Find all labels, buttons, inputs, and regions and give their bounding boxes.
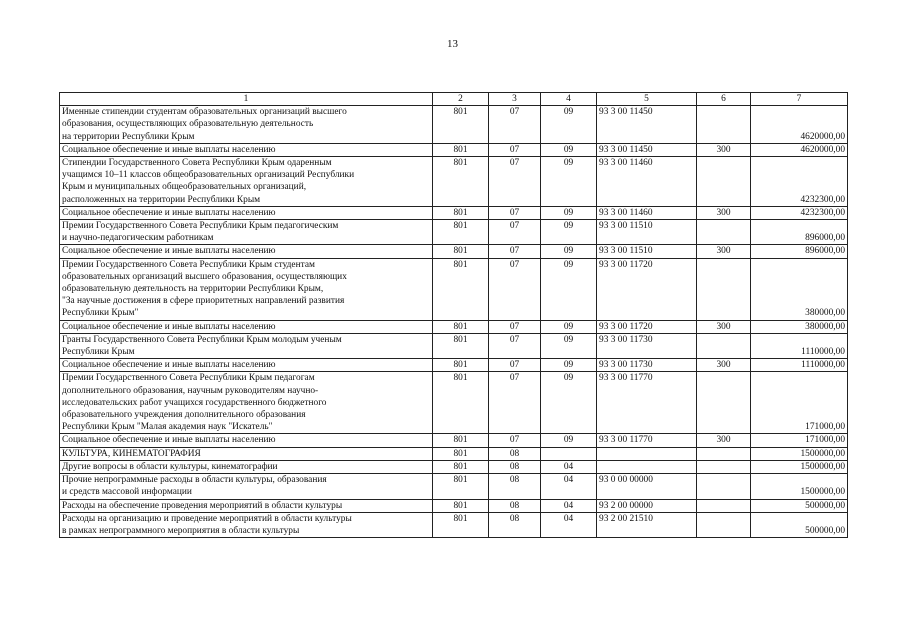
target-article-cell: 93 3 00 11460 <box>597 206 697 219</box>
row-name-line: учащимся 10–11 классов общеобразовательных организаций Республики <box>62 170 355 181</box>
row-name-line: Республики Крым "Малая академия наук "Искатель" <box>62 422 273 433</box>
department-code-cell: 801 <box>433 474 489 499</box>
expense-type-cell <box>697 512 751 537</box>
row-name-cell <box>60 372 433 434</box>
department-code-cell: 801 <box>433 499 489 512</box>
row-name-line: в рамках непрограммного мероприятия в области культуры <box>62 525 300 536</box>
row-name-line: образования, осуществляющих образовательную деятельность <box>62 119 314 130</box>
amount-cell: 1110000,00 <box>751 333 848 358</box>
row-name-line: образовательных организаций высшего образования, осуществляющих <box>62 271 347 282</box>
row-name-line: дополнительного образования, научным руководителям научно- <box>62 385 319 396</box>
subsection-code-cell: 09 <box>541 434 597 447</box>
table-row <box>60 447 848 460</box>
subsection-code-cell: 09 <box>541 220 597 245</box>
section-code-cell: 07 <box>489 206 541 219</box>
section-code-cell: 07 <box>489 245 541 258</box>
expense-type-cell <box>697 474 751 499</box>
section-code-cell: 07 <box>489 258 541 320</box>
row-name-cell <box>60 206 433 219</box>
row-name-line: Республики Крым" <box>62 308 139 319</box>
row-name-cell <box>60 499 433 512</box>
row-name-line: расположенных на территории Республики Крым <box>62 194 261 205</box>
row-name-line: Социальное обеспечение и иные выплаты населению <box>62 360 276 371</box>
expense-type-cell <box>697 258 751 320</box>
subsection-code-cell: 09 <box>541 157 597 207</box>
amount-cell: 896000,00 <box>751 245 848 258</box>
target-article-cell <box>597 460 697 473</box>
row-name-line: Социальное обеспечение и иные выплаты населению <box>62 435 276 446</box>
header-cell: 4 <box>541 93 597 106</box>
subsection-code-cell: 04 <box>541 499 597 512</box>
amount-cell: 1500000,00 <box>751 474 848 499</box>
table-row <box>60 220 848 245</box>
table-header-row <box>60 93 848 106</box>
department-code-cell: 801 <box>433 320 489 333</box>
subsection-code-cell: 09 <box>541 359 597 372</box>
header-cell: 1 <box>60 93 433 106</box>
table-row <box>60 258 848 320</box>
amount-cell: 171000,00 <box>751 434 848 447</box>
section-code-cell: 08 <box>489 512 541 537</box>
section-code-cell: 07 <box>489 106 541 144</box>
header-cell: 6 <box>697 93 751 106</box>
target-article-cell: 93 3 00 11510 <box>597 220 697 245</box>
subsection-code-cell: 04 <box>541 474 597 499</box>
subsection-code-cell: 09 <box>541 372 597 434</box>
table-row <box>60 143 848 156</box>
department-code-cell: 801 <box>433 447 489 460</box>
section-code-cell: 08 <box>489 499 541 512</box>
department-code-cell: 801 <box>433 372 489 434</box>
amount-cell: 896000,00 <box>751 220 848 245</box>
subsection-code-cell <box>541 447 597 460</box>
target-article-cell: 93 3 00 11460 <box>597 157 697 207</box>
amount-cell: 1500000,00 <box>751 447 848 460</box>
table-row <box>60 512 848 537</box>
department-code-cell: 801 <box>433 359 489 372</box>
subsection-code-cell: 09 <box>541 106 597 144</box>
expense-type-cell: 300 <box>697 143 751 156</box>
header-cell: 2 <box>433 93 489 106</box>
department-code-cell: 801 <box>433 157 489 207</box>
table-row <box>60 434 848 447</box>
department-code-cell: 801 <box>433 220 489 245</box>
target-article-cell: 93 3 00 11720 <box>597 258 697 320</box>
row-name-line: Крым и муниципальных общеобразовательных организаций, <box>62 182 307 193</box>
target-article-cell: 93 3 00 11770 <box>597 434 697 447</box>
table-row <box>60 499 848 512</box>
amount-cell: 500000,00 <box>751 512 848 537</box>
table-row <box>60 157 848 207</box>
table-row <box>60 474 848 499</box>
row-name-line: образовательную деятельность на территории Республики Крым, <box>62 284 324 295</box>
department-code-cell: 801 <box>433 258 489 320</box>
expense-type-cell <box>697 333 751 358</box>
department-code-cell: 801 <box>433 206 489 219</box>
department-code-cell: 801 <box>433 512 489 537</box>
row-name-line: Расходы на обеспечение проведения мероприятий в области культуры <box>62 500 343 511</box>
amount-cell: 4232300,00 <box>751 157 848 207</box>
subsection-code-cell: 09 <box>541 206 597 219</box>
row-name-line: Премии Государственного Совета Республики Крым педагогическим <box>62 221 339 232</box>
expense-type-cell <box>697 157 751 207</box>
row-name-line: исследовательских работ учащихся государственного бюджетного <box>62 397 327 408</box>
subsection-code-cell: 04 <box>541 460 597 473</box>
expense-type-cell <box>697 372 751 434</box>
department-code-cell: 801 <box>433 460 489 473</box>
expense-type-cell: 300 <box>697 245 751 258</box>
target-article-cell: 93 3 00 11510 <box>597 245 697 258</box>
row-name-cell <box>60 447 433 460</box>
row-name-cell <box>60 220 433 245</box>
row-name-line: Социальное обеспечение и иные выплаты населению <box>62 246 276 257</box>
target-article-cell: 93 3 00 11730 <box>597 359 697 372</box>
subsection-code-cell: 09 <box>541 333 597 358</box>
amount-cell: 4620000,00 <box>751 106 848 144</box>
subsection-code-cell: 09 <box>541 245 597 258</box>
expense-type-cell <box>697 460 751 473</box>
expense-type-cell: 300 <box>697 206 751 219</box>
subsection-code-cell: 09 <box>541 258 597 320</box>
table-row <box>60 320 848 333</box>
row-name-line: Социальное обеспечение и иные выплаты населению <box>62 321 276 332</box>
row-name-line: и научно-педагогическим работникам <box>62 233 214 244</box>
amount-cell: 4620000,00 <box>751 143 848 156</box>
section-code-cell: 07 <box>489 220 541 245</box>
row-name-line: КУЛЬТУРА, КИНЕМАТОГРАФИЯ <box>62 448 201 459</box>
page-number: 13 <box>447 38 458 50</box>
subsection-code-cell: 09 <box>541 320 597 333</box>
row-name-cell <box>60 245 433 258</box>
row-name-line: Гранты Государственного Совета Республики Крым молодым ученым <box>62 334 342 345</box>
target-article-cell: 93 2 00 00000 <box>597 499 697 512</box>
department-code-cell: 801 <box>433 434 489 447</box>
expense-type-cell <box>697 220 751 245</box>
row-name-cell <box>60 258 433 320</box>
row-name-line: "За научные достижения в сфере приоритетных направлений развития <box>62 296 345 307</box>
section-code-cell: 07 <box>489 372 541 434</box>
row-name-cell <box>60 333 433 358</box>
amount-cell: 171000,00 <box>751 372 848 434</box>
target-article-cell: 93 2 00 21510 <box>597 512 697 537</box>
table-row <box>60 359 848 372</box>
row-name-cell <box>60 157 433 207</box>
row-name-line: Социальное обеспечение и иные выплаты населению <box>62 207 276 218</box>
row-name-line: Стипендии Государственного Совета Республики Крым одаренным <box>62 158 332 169</box>
header-cell: 5 <box>597 93 697 106</box>
section-code-cell: 07 <box>489 434 541 447</box>
row-name-line: образовательного учреждения дополнительного образования <box>62 410 306 421</box>
row-name-cell <box>60 143 433 156</box>
row-name-line: Другие вопросы в области культуры, кинематографии <box>62 461 278 472</box>
target-article-cell: 93 3 00 11720 <box>597 320 697 333</box>
row-name-cell <box>60 320 433 333</box>
expense-type-cell <box>697 499 751 512</box>
section-code-cell: 07 <box>489 359 541 372</box>
amount-cell: 1500000,00 <box>751 460 848 473</box>
row-name-line: Премии Государственного Совета Республики Крым студентам <box>62 259 315 270</box>
section-code-cell: 08 <box>489 460 541 473</box>
amount-cell: 4232300,00 <box>751 206 848 219</box>
expense-type-cell <box>697 106 751 144</box>
section-code-cell: 07 <box>489 320 541 333</box>
expense-type-cell: 300 <box>697 359 751 372</box>
department-code-cell: 801 <box>433 245 489 258</box>
row-name-cell <box>60 106 433 144</box>
row-name-cell <box>60 460 433 473</box>
target-article-cell: 93 3 00 11730 <box>597 333 697 358</box>
amount-cell: 1110000,00 <box>751 359 848 372</box>
section-code-cell: 08 <box>489 474 541 499</box>
table-row <box>60 106 848 144</box>
section-code-cell: 07 <box>489 333 541 358</box>
amount-cell: 380000,00 <box>751 258 848 320</box>
target-article-cell: 93 3 00 11450 <box>597 143 697 156</box>
row-name-cell <box>60 512 433 537</box>
department-code-cell: 801 <box>433 333 489 358</box>
target-article-cell: 93 0 00 00000 <box>597 474 697 499</box>
department-code-cell: 801 <box>433 143 489 156</box>
expense-type-cell <box>697 447 751 460</box>
target-article-cell <box>597 447 697 460</box>
row-name-cell <box>60 359 433 372</box>
header-cell: 7 <box>751 93 848 106</box>
row-name-line: Премии Государственного Совета Республики Крым педагогам <box>62 373 315 384</box>
table-row <box>60 460 848 473</box>
row-name-cell <box>60 474 433 499</box>
row-name-line: Республики Крым <box>62 347 135 358</box>
table-row <box>60 333 848 358</box>
subsection-code-cell: 09 <box>541 143 597 156</box>
target-article-cell: 93 3 00 11770 <box>597 372 697 434</box>
row-name-cell <box>60 434 433 447</box>
amount-cell: 380000,00 <box>751 320 848 333</box>
expense-type-cell: 300 <box>697 434 751 447</box>
table-row <box>60 372 848 434</box>
department-code-cell: 801 <box>433 106 489 144</box>
amount-cell: 500000,00 <box>751 499 848 512</box>
target-article-cell: 93 3 00 11450 <box>597 106 697 144</box>
table-row <box>60 245 848 258</box>
row-name-line: и средств массовой информации <box>62 487 192 498</box>
table-row <box>60 206 848 219</box>
section-code-cell: 07 <box>489 143 541 156</box>
section-code-cell: 08 <box>489 447 541 460</box>
section-code-cell: 07 <box>489 157 541 207</box>
row-name-line: Социальное обеспечение и иные выплаты населению <box>62 144 276 155</box>
row-name-line: Прочие непрограммные расходы в области культуры, образования <box>62 475 327 486</box>
row-name-line: на территории Республики Крым <box>62 131 195 142</box>
row-name-line: Расходы на организацию и проведение мероприятий в области культуры <box>62 513 352 524</box>
expense-type-cell: 300 <box>697 320 751 333</box>
row-name-line: Именные стипендии студентам образовательных организаций высшего <box>62 107 347 118</box>
header-cell: 3 <box>489 93 541 106</box>
subsection-code-cell: 04 <box>541 512 597 537</box>
budget-table <box>59 92 848 538</box>
